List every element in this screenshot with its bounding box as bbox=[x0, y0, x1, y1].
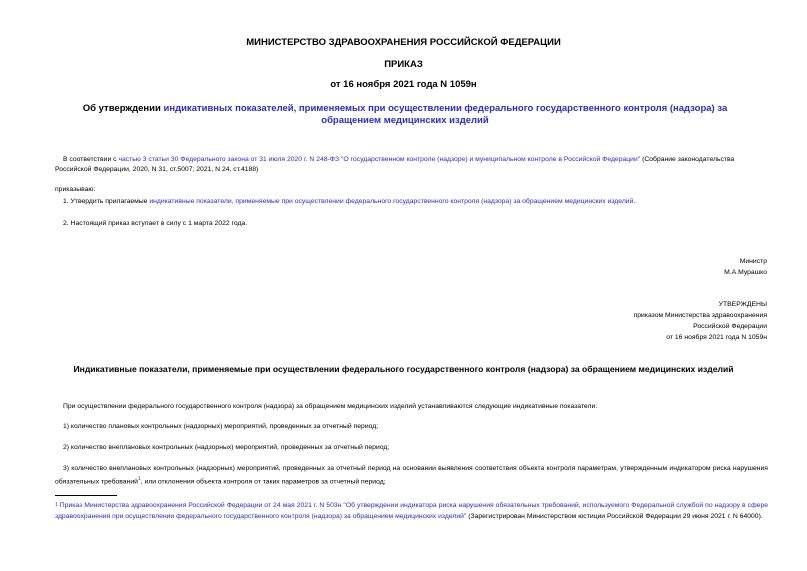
approval-line-3: Российской Федерации bbox=[693, 323, 767, 330]
item-1-post: . bbox=[633, 198, 636, 205]
indicator-1: 1) количество плановых контрольных (надзорных) мероприятий, проведенных за отчетный период; bbox=[63, 423, 379, 430]
doc-type-heading: ПРИКАЗ bbox=[384, 59, 423, 70]
approval-line-1: УТВЕРЖДЕНЫ bbox=[718, 301, 767, 308]
indicator-2: 2) количество внеплановых контрольных (надзорных) мероприятий, проведенных за отчетный период; bbox=[63, 444, 390, 451]
preamble-paragraph bbox=[55, 155, 768, 175]
approval-line-4: от 16 ноября 2021 года N 1059н bbox=[666, 334, 767, 341]
footnote-post: (Зарегистрирован Министерством юстиции Российской Федерации 29 июня 2021 г. N 64000). bbox=[466, 513, 763, 520]
approval-block bbox=[634, 299, 767, 343]
law-link[interactable]: частью 3 статьи 30 Федерального закона от 31 июля 2020 г. N 248-ФЗ "О государственном контроле (надзоре) и муниципальном контроле в Российской Федерации" bbox=[118, 156, 641, 163]
preamble-post: (Собрание законодательства Российской Федерации, 2020, N 31, ст.5007; 2021, N 24, ст.4188) bbox=[55, 156, 735, 173]
indicator-3-text: 3) количество внеплановых контрольных (надзорных) мероприятий, проведенных за отчетный период на основании выявления соответствия объекта контроля параметрам, утвержденным индикатором риска нарушения обязательных требований bbox=[55, 465, 768, 486]
item-1-pre: 1. Утвердить прилагаемые bbox=[63, 198, 150, 205]
title-link[interactable]: индикативных показателей, применяемых при осуществлении федерального государственного контроля (надзора) за обращением медицинских изделий bbox=[163, 103, 728, 126]
signature-name: М.А.Мурашко bbox=[724, 269, 767, 276]
approval-line-2: приказом Министерства здравоохранения bbox=[633, 312, 767, 319]
footnote-mark: 1 bbox=[55, 502, 58, 508]
date-number-heading: от 16 ноября 2021 года N 1059н bbox=[330, 79, 477, 90]
preamble-pre: В соответствии с bbox=[63, 156, 119, 163]
item-2: 2. Настоящий приказ вступает в силу с 1 марта 2022 года. bbox=[63, 220, 248, 227]
footnote-ref[interactable]: 1 bbox=[137, 476, 141, 482]
footnote-divider bbox=[55, 495, 117, 496]
signature-position: Министр bbox=[739, 258, 767, 265]
annex-intro: При осуществлении федерального государственного контроля (надзора) за обращением медицинских изделий устанавливаются следующие индикативные показатели: bbox=[63, 403, 598, 410]
footnote-link[interactable]: Приказ Министерства здравоохранения Российской Федерации от 24 мая 2021 г. N 503н "Об утверждении индикатора риска нарушения обязательных требований, используемого Федеральной службой по надзору в сфере здравоохранения при осуществлении федерального государственного контроля (надзора) за обращением медицинских изделий" bbox=[55, 502, 769, 520]
annex-title: Индикативные показатели, применяемые при осуществлении федерального государственного контроля (надзора) за обращением медицинских изделий bbox=[73, 364, 734, 374]
order-title bbox=[55, 103, 755, 127]
footnote bbox=[55, 500, 768, 522]
ministry-heading: МИНИСТЕРСТВО ЗДРАВООХРАНЕНИЯ РОССИЙСКОЙ ФЕДЕРАЦИИ bbox=[246, 37, 561, 48]
item-1 bbox=[63, 197, 768, 207]
signature-block bbox=[724, 256, 767, 278]
item-1-link[interactable]: индикативные показатели, применяемые при осуществлении федерального государственного контроля (надзора) за обращением медицинских изделий bbox=[149, 198, 634, 205]
title-prefix: Об утверждении bbox=[82, 103, 164, 114]
order-word: приказываю: bbox=[55, 186, 96, 193]
indicator-3-tail: , или отклонения объекта контроля от таких параметров за отчетный период; bbox=[140, 478, 386, 486]
indicator-3 bbox=[55, 464, 768, 487]
